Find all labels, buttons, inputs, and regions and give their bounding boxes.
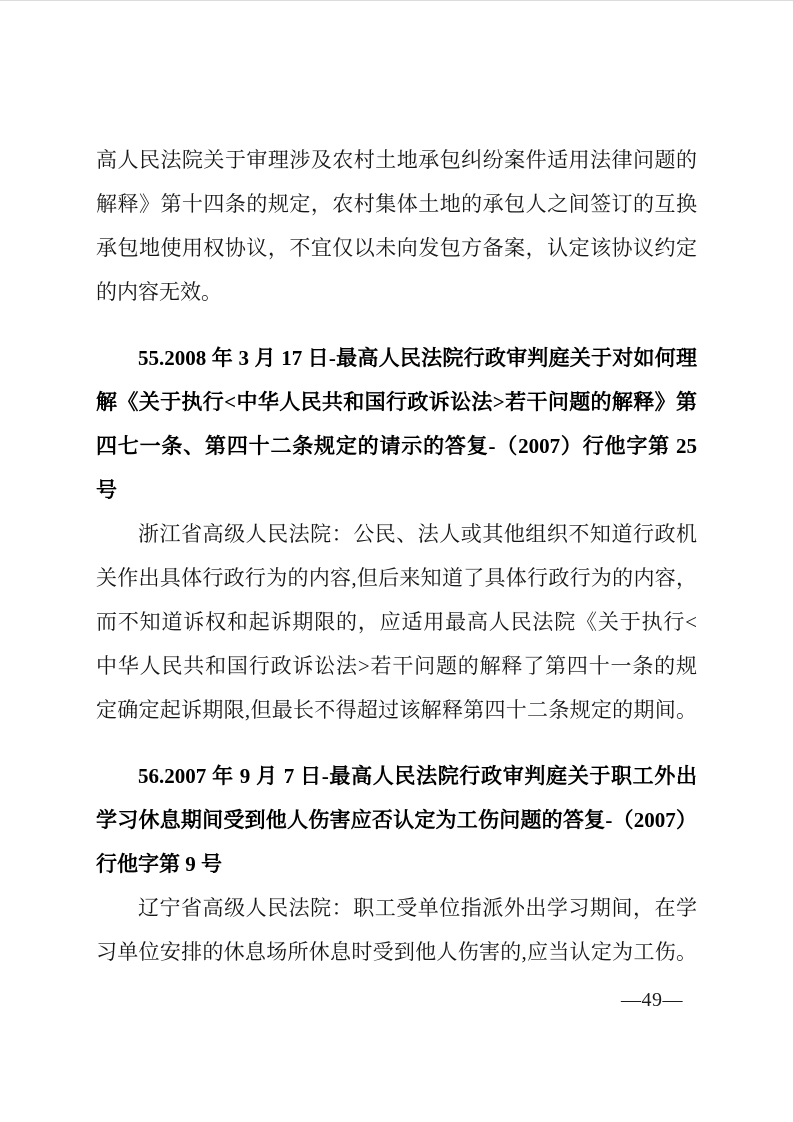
text-line: 高人民法院关于审理涉及农村土地承包纠纷案件适用法律问题的 xyxy=(96,148,697,172)
heading-item-56 xyxy=(96,754,697,886)
text-line: 浙江省高级人民法院：公民、法人或其他组织不知道行政机 xyxy=(138,522,697,546)
heading-line: 学习休息期间受到他人伤害应否认定为工伤问题的答复-（2007） xyxy=(96,808,697,832)
heading-line: 行他字第 9 号 xyxy=(96,852,222,876)
text-line: 辽宁省高级人民法院：职工受单位指派外出学习期间，在学 xyxy=(138,896,697,920)
text-line: 解释》第十四条的规定，农村集体土地的承包人之间签订的互换 xyxy=(96,192,697,216)
text-line: 定确定起诉期限,但最长不得超过该解释第四十二条规定的期间。 xyxy=(96,698,697,722)
paragraph-item-56 xyxy=(96,886,697,974)
text-line: 承包地使用权协议，不宜仅以未向发包方备案，认定该协议约定 xyxy=(96,236,697,260)
text-line: 习单位安排的休息场所休息时受到他人伤害的,应当认定为工伤。 xyxy=(96,940,697,964)
heading-line: 四七一条、第四十二条规定的请示的答复-（2007）行他字第 25 xyxy=(96,434,697,458)
paragraph-item-55 xyxy=(96,512,697,732)
heading-line: 56.2007 年 9 月 7 日-最高人民法院行政审判庭关于职工外出 xyxy=(138,764,697,788)
heading-line: 55.2008 年 3 月 17 日-最高人民法院行政审判庭关于对如何理 xyxy=(138,346,697,370)
page-number: —49— xyxy=(621,989,683,1011)
text-line: 中华人民共和国行政诉讼法>若干问题的解释了第四十一条的规 xyxy=(96,654,697,678)
paragraph-continuation xyxy=(96,138,697,314)
heading-item-55 xyxy=(96,336,697,512)
text-line: 关作出具体行政行为的内容,但后来知道了具体行政行为的内容， xyxy=(96,566,697,590)
text-line: 而不知道诉权和起诉期限的，应适用最高人民法院《关于执行< xyxy=(96,610,697,634)
heading-line: 号 xyxy=(96,478,117,502)
document-page-body xyxy=(96,138,697,974)
text-line: 的内容无效。 xyxy=(96,280,222,304)
heading-line: 解《关于执行<中华人民共和国行政诉讼法>若干问题的解释》第 xyxy=(96,390,697,414)
page-top-edge xyxy=(0,0,793,1)
